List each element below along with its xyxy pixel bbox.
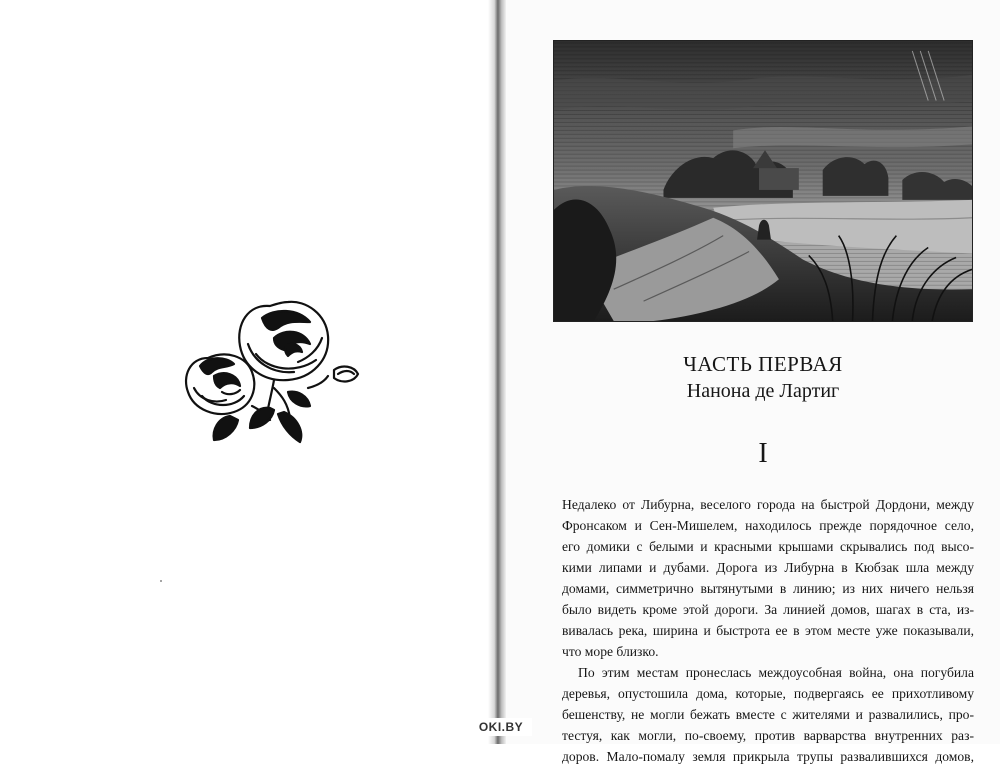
text-line: Недалеко от Либурна, веселого города на быстрой Дордони, между [562, 497, 974, 512]
landscape-engraving [553, 40, 973, 322]
text-line: что море близко. [562, 644, 659, 659]
text-line: доров. Мало-помалу земля прикрыла трупы развалившихся домов, [562, 749, 974, 764]
part-title: ЧАСТЬ ПЕРВАЯ [683, 352, 843, 376]
text-line: Фронсаком и Сен-Мишелем, находилось прежде порядочное село, [562, 518, 974, 533]
rose-ornament-icon [178, 296, 368, 452]
chapter-number: I [758, 438, 768, 469]
text-line: было видеть кроме этой дороги. За линией домов, шагах в ста, из- [562, 602, 974, 617]
text-line: тестуя, как могли, по-своему, против варварства внутренних раз- [562, 728, 974, 743]
page-speck [160, 580, 162, 582]
text-line: его домики с белыми и красными крышами скрывались под высо- [562, 539, 974, 554]
text-line: вивалась река, ширина и быстрота ее в этом месте уже показывали, [562, 623, 974, 638]
text-line: домами, симметрично вытянутыми в линию; из них ничего нельзя [562, 581, 974, 596]
text-line: кими липами и дубами. Дорога из Либурна в Кюбзак шла между [562, 560, 974, 575]
chapter-text [562, 494, 974, 767]
book-gutter [488, 0, 506, 744]
left-page [0, 0, 492, 744]
part-subtitle: Нанона де Лартиг [686, 380, 840, 402]
watermark: OKI.BY [470, 718, 532, 736]
text-line: По этим местам пронеслась междоусобная война, она погубила [578, 665, 974, 680]
text-line: бешенству, не могли бежать вместе с жителями и развалились, про- [562, 707, 974, 722]
text-line: деревья, опустошила дома, которые, подвергаясь ее прихотливому [562, 686, 974, 701]
